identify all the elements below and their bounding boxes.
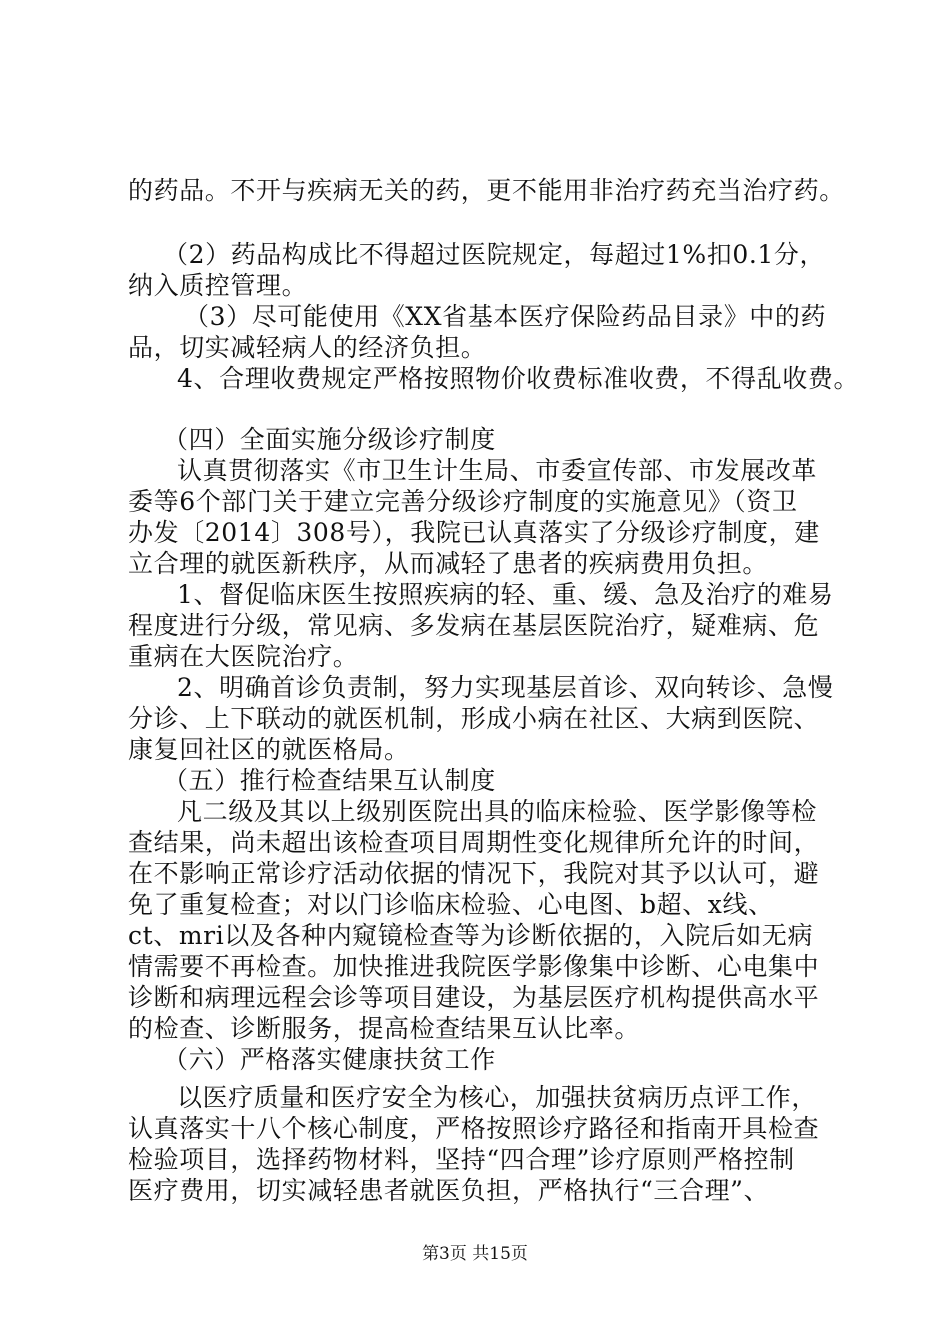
text-line: 立合理的就医新秩序，从而减轻了患者的疾病费用负担。 (128, 549, 769, 578)
text-line: 以医疗质量和医疗安全为核心，加强扶贫病历点评工作， (177, 1083, 818, 1112)
text-line: 重病在大医院治疗。 (128, 642, 359, 671)
text-line: 2、明确首诊负责制，努力实现基层首诊、双向转诊、急慢 (177, 673, 834, 702)
text-line: 免了重复检查；对以门诊临床检验、心电图、b超、x线、 (128, 890, 774, 919)
text-line: （2）药品构成比不得超过医院规定，每超过1%扣0.1分， (163, 240, 826, 269)
page-number: 第3页 共15页 (422, 1244, 528, 1264)
text-line: ct、mri以及各种内窥镜检查等为诊断依据的，入院后如无病 (128, 921, 814, 950)
section-heading: （四）全面实施分级诊疗制度 (163, 425, 496, 454)
text-line: 认真落实十八个核心制度，严格按照诊疗路径和指南开具检查 (128, 1114, 820, 1143)
text-line: 分诊、上下联动的就医机制，形成小病在社区、大病到医院、 (128, 704, 820, 733)
text-line: 1、督促临床医生按照疾病的轻、重、缓、急及治疗的难易 (177, 580, 834, 609)
section-heading: （六）严格落实健康扶贫工作 (163, 1045, 496, 1074)
text-line: 查结果，尚未超出该检查项目周期性变化规律所允许的时间， (128, 828, 820, 857)
text-line: （3）尽可能使用《XX省基本医疗保险药品目录》中的药 (184, 302, 827, 331)
text-line: 的药品。不开与疾病无关的药，更不能用非治疗药充当治疗药。 (128, 176, 845, 205)
text-line: 品，切实减轻病人的经济负担。 (128, 333, 487, 362)
text-line: 办发〔2014〕308号），我院已认真落实了分级诊疗制度，建 (128, 518, 820, 547)
text-line: 纳入质控管理。 (128, 271, 308, 300)
text-line: 4、合理收费规定严格按照物价收费标准收费，不得乱收费。 (177, 364, 860, 393)
text-line: 认真贯彻落实《市卫生计生局、市委宣传部、市发展改革 (177, 456, 818, 485)
text-line: 情需要不再检查。加快推进我院医学影像集中诊断、心电集中 (128, 952, 820, 981)
text-line: 的检查、诊断服务，提高检查结果互认比率。 (128, 1014, 641, 1043)
text-line: 检验项目，选择药物材料，坚持“四合理”诊疗原则严格控制 (128, 1145, 795, 1174)
text-line: 诊断和病理远程会诊等项目建设，为基层医疗机构提供高水平 (128, 983, 820, 1012)
text-line: 凡二级及其以上级别医院出具的临床检验、医学影像等检 (177, 797, 818, 826)
text-line: 在不影响正常诊疗活动依据的情况下，我院对其予以认可，避 (128, 859, 820, 888)
text-line: 康复回社区的就医格局。 (128, 735, 410, 764)
text-line: 程度进行分级，常见病、多发病在基层医院治疗，疑难病、危 (128, 611, 820, 640)
section-heading: （五）推行检查结果互认制度 (163, 766, 496, 795)
text-line: 医疗费用，切实减轻患者就医负担，严格执行“三合理”、 (128, 1176, 770, 1205)
text-line: 委等6个部门关于建立完善分级诊疗制度的实施意见》（资卫 (128, 487, 798, 516)
